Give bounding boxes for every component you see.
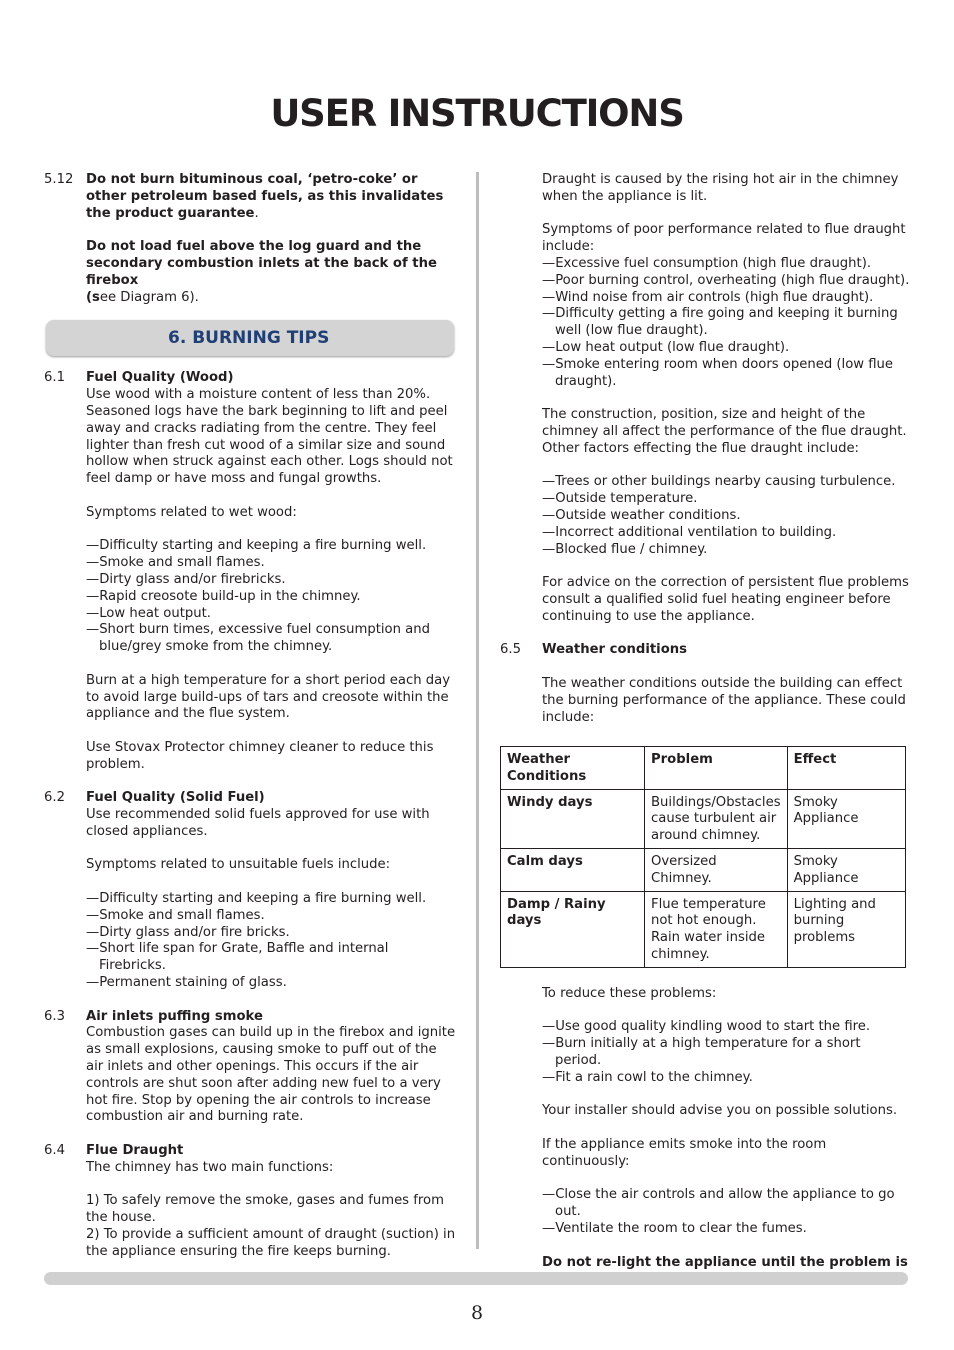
puffing-smoke-text: Combustion gases can build up in the firebox and ignite as small explosions, causing smoke to puff out of the air inlets and other openings. This occurs if the air controls are shut soon after adding new fuel to a very hot fire. Stop by opening the air controls to increase combustion air and burning rate. bbox=[86, 1025, 456, 1125]
chimney-construction-text: The construction, position, size and height of the chimney all affect the performance of the flue draught. bbox=[542, 407, 907, 439]
table-header-cell: Weather Conditions bbox=[501, 747, 645, 790]
protector-advice: Use Stovax Protector chimney cleaner to reduce this problem. bbox=[86, 739, 434, 772]
chimney-function-1: 1) To safely remove the smoke, gases and fumes from the house. bbox=[86, 1193, 444, 1226]
section-number: 6.5 bbox=[500, 642, 521, 658]
list-item: —Blocked flue / chimney. bbox=[542, 541, 708, 557]
table-row bbox=[501, 849, 906, 892]
page-title: USER INSTRUCTIONS bbox=[270, 92, 684, 135]
other-factors-intro: Other factors effecting the flue draught include: bbox=[542, 440, 860, 456]
right-column bbox=[500, 172, 910, 1288]
section-number: 6.3 bbox=[44, 1008, 65, 1024]
section-6-2 bbox=[44, 790, 456, 992]
chimney-functions-intro: The chimney has two main functions: bbox=[86, 1159, 334, 1175]
list-item: —Low heat output. bbox=[86, 605, 211, 621]
load-warning: Do not load fuel above the log guard and the secondary combustion inlets at the back of the firebox (see Diagram 6). bbox=[86, 239, 437, 305]
table-cell: Calm days bbox=[501, 849, 645, 892]
list-item: —Trees or other buildings nearby causing turbulence. bbox=[542, 474, 896, 490]
chimney-function-2: 2) To provide a sufficient amount of draught (suction) in the appliance ensuring the fire keeps burning. bbox=[86, 1227, 456, 1259]
section-heading: Fuel Quality (Wood) bbox=[86, 370, 234, 386]
section-heading: Flue Draught bbox=[86, 1143, 184, 1159]
list-item: —Short burn times, excessive fuel consumption and blue/grey smoke from the chimney. bbox=[86, 622, 430, 655]
footer-bar bbox=[44, 1272, 908, 1285]
list-item: —Poor burning control, overheating (high flue draught). bbox=[542, 272, 910, 288]
section-6-3 bbox=[44, 1009, 456, 1127]
list-item: —Outside weather conditions. bbox=[542, 507, 741, 523]
installer-advice: Your installer should advise you on possible solutions. bbox=[542, 1103, 898, 1119]
burning-tips-banner: 6. BURNING TIPS bbox=[46, 320, 454, 356]
list-item: —Dirty glass and/or fire bricks. bbox=[86, 924, 290, 940]
list-item: —Short life span for Grate, Baffle and internal Firebricks. bbox=[86, 941, 389, 974]
symptoms-intro: Symptoms related to wet wood: bbox=[86, 504, 297, 520]
section-number: 6.2 bbox=[44, 790, 65, 806]
solid-fuel-text: Use recommended solid fuels approved for use with closed appliances. bbox=[86, 807, 430, 839]
relight-warning: Do not re-light the appliance until the problem is bbox=[542, 1254, 908, 1270]
column-divider bbox=[476, 172, 479, 1249]
page-number: 8 bbox=[470, 1302, 484, 1324]
list-item: —Ventilate the room to clear the fumes. bbox=[542, 1221, 807, 1237]
list-item: —Burn initially at a high temperature for a short period. bbox=[542, 1036, 861, 1069]
list-item: —Incorrect additional ventilation to building. bbox=[542, 524, 837, 540]
section-number: 6.4 bbox=[44, 1143, 65, 1159]
section-heading: Fuel Quality (Solid Fuel) bbox=[86, 790, 265, 806]
section-6-4 bbox=[44, 1143, 456, 1261]
list-item: —Difficulty starting and keeping a fire burning well. bbox=[86, 538, 427, 554]
list-item: —Close the air controls and allow the appliance to go out. bbox=[542, 1187, 895, 1220]
left-column bbox=[44, 172, 456, 1261]
engineer-advice: For advice on the correction of persistent flue problems consult a qualified solid fuel heating engineer before continuing to use the appliance. bbox=[542, 575, 909, 624]
list-item: —Dirty glass and/or firebricks. bbox=[86, 571, 286, 587]
list-item: —Difficulty getting a fire going and keeping it burning well (low flue draught). bbox=[542, 306, 898, 339]
table-cell: Oversized Chimney. bbox=[645, 849, 788, 892]
table-header-cell: Problem bbox=[645, 747, 788, 790]
section-heading: Air inlets puffing smoke bbox=[86, 1008, 263, 1024]
section-6-5 bbox=[500, 642, 910, 726]
section-heading: Weather conditions bbox=[542, 642, 687, 658]
table-cell: Buildings/Obstacles cause turbulent air around chimney. bbox=[645, 789, 788, 848]
table-row bbox=[501, 891, 906, 967]
list-item: —Difficulty starting and keeping a fire burning well. bbox=[86, 891, 427, 907]
burn-advice: Burn at a high temperature for a short period each day to avoid large build-ups of tars and creosote within the appliance and the flue system. bbox=[86, 672, 451, 722]
section-5-12 bbox=[44, 172, 456, 306]
emits-smoke-intro: If the appliance emits smoke into the room continuously: bbox=[542, 1137, 827, 1169]
weather-conditions-table bbox=[500, 746, 906, 968]
section-number: 5.12 bbox=[44, 172, 74, 187]
poor-performance-intro: Symptoms of poor performance related to flue draught include: bbox=[542, 222, 906, 255]
table-cell: Flue temperature not hot enough. Rain water inside chimney. bbox=[645, 891, 788, 967]
table-header-cell: Effect bbox=[787, 747, 905, 790]
fuel-warning: Do not burn bituminous coal, ‘petro-coke’ or other petroleum based fuels, as this invalidates the product guarantee. bbox=[86, 172, 444, 221]
section-number: 6.1 bbox=[44, 370, 65, 386]
list-item: —Low heat output (low flue draught). bbox=[542, 339, 790, 355]
table-cell: Lighting and burning problems bbox=[787, 891, 905, 967]
table-cell: Smoky Appliance bbox=[787, 789, 905, 848]
list-item: —Wind noise from air controls (high flue draught). bbox=[542, 289, 874, 305]
table-header-row bbox=[501, 747, 906, 790]
list-item: —Outside temperature. bbox=[542, 491, 698, 507]
list-item: —Smoke and small flames. bbox=[86, 555, 265, 571]
list-item: —Smoke and small flames. bbox=[86, 907, 265, 923]
list-item: —Excessive fuel consumption (high flue draught). bbox=[542, 255, 872, 271]
wood-quality-text: Use wood with a moisture content of less than 20%. Seasoned logs have the bark beginning to lift and peel away and cracks radiating from the centre. They feel lighter than fresh cut wood of a similar size and sound hollow when struck against each other. Logs should not feel damp or have moss and fungal growths. bbox=[86, 387, 453, 487]
weather-intro: The weather conditions outside the building can effect the burning performance of the appliance. These could include: bbox=[542, 675, 906, 725]
reduce-intro: To reduce these problems: bbox=[542, 985, 717, 1001]
list-item: —Smoke entering room when doors opened (low flue draught). bbox=[542, 356, 894, 389]
draught-cause: Draught is caused by the rising hot air in the chimney when the appliance is lit. bbox=[542, 172, 899, 204]
list-item: —Fit a rain cowl to the chimney. bbox=[542, 1069, 753, 1085]
section-6-1 bbox=[44, 370, 456, 773]
symptoms-intro: Symptoms related to unsuitable fuels include: bbox=[86, 857, 391, 873]
table-cell: Smoky Appliance bbox=[787, 849, 905, 892]
table-row bbox=[501, 789, 906, 848]
table-cell: Damp / Rainy days bbox=[501, 891, 645, 967]
list-item: —Use good quality kindling wood to start the fire. bbox=[542, 1019, 871, 1035]
list-item: —Permanent staining of glass. bbox=[86, 975, 287, 991]
list-item: —Rapid creosote build-up in the chimney. bbox=[86, 588, 361, 604]
table-cell: Windy days bbox=[501, 789, 645, 848]
